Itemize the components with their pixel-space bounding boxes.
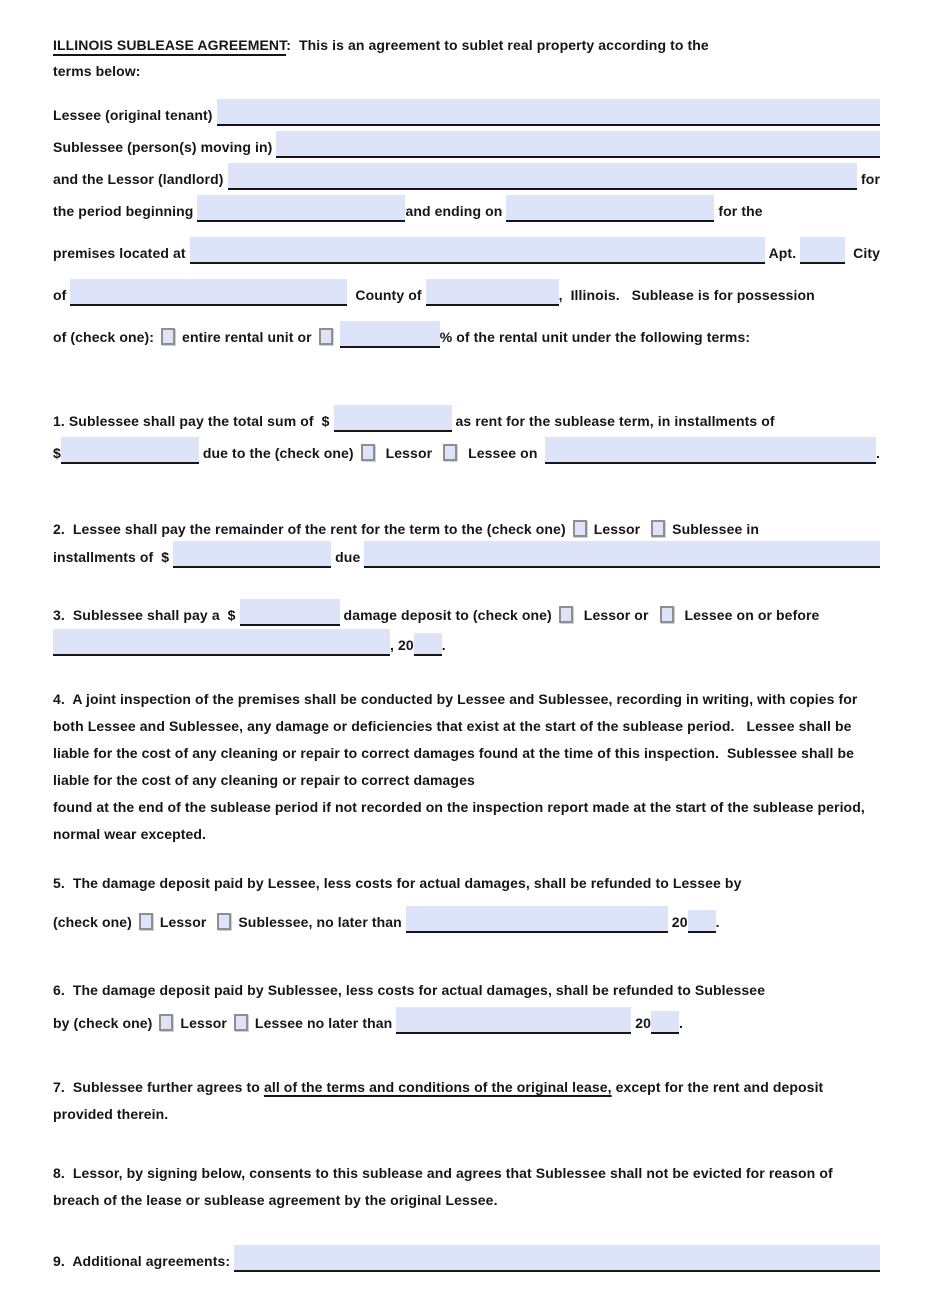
text-run: 2. Lessee shall pay the remainder of the rent for the term to the (check one) bbox=[53, 521, 570, 537]
clause1-line2 bbox=[53, 436, 880, 464]
refund-sublessee-lessor-checkbox[interactable] bbox=[159, 1014, 173, 1031]
deposit-year-field[interactable] bbox=[414, 633, 442, 656]
total-rent-field[interactable] bbox=[334, 405, 452, 432]
remainder-due-field[interactable] bbox=[364, 541, 880, 568]
text-run: City bbox=[845, 245, 880, 261]
document-title bbox=[53, 32, 880, 84]
text-run: the period beginning bbox=[53, 203, 198, 219]
text-run: 1. Sublessee shall pay the total sum of $ bbox=[53, 413, 334, 429]
title-intro: : This is an agreement to sublet real property according to the bbox=[286, 37, 709, 53]
clause4-paragraph-1 bbox=[53, 686, 880, 794]
text-run: Sublessee in bbox=[668, 521, 759, 537]
text-run: Lessor bbox=[176, 1015, 231, 1031]
premises-address-field[interactable] bbox=[190, 237, 765, 264]
text-run: 8. Lessor, by signing below, consents to this sublease and agrees that Sublessee shall not be evicted for reason of breach of the lease or sublease agreement by the original Lessee. bbox=[53, 1165, 837, 1208]
clause2-line2 bbox=[53, 540, 880, 568]
text-run: . bbox=[876, 445, 880, 461]
text-run: 20 bbox=[631, 1015, 652, 1031]
damage-deposit-field[interactable] bbox=[240, 599, 340, 626]
clause8-paragraph bbox=[53, 1160, 880, 1214]
text-run: 20 bbox=[667, 914, 688, 930]
text-run: by (check one) bbox=[53, 1015, 157, 1031]
text-run: and the Lessor (landlord) bbox=[53, 171, 228, 187]
row-period bbox=[53, 194, 880, 222]
text-run: installments of $ bbox=[53, 549, 174, 565]
clause3-line2 bbox=[53, 628, 880, 656]
text-run: for bbox=[857, 171, 880, 187]
text-run: Lessee (original tenant) bbox=[53, 107, 217, 123]
text-run: Lessor bbox=[377, 445, 441, 461]
row-premises bbox=[53, 236, 880, 264]
remainder-lessor-checkbox[interactable] bbox=[573, 520, 587, 537]
text-run: 5. The damage deposit paid by Lessee, less costs for actual damages, shall be refunded to Lessee by bbox=[53, 875, 742, 891]
row-lessee bbox=[53, 98, 880, 126]
deposit-due-date-field[interactable] bbox=[53, 629, 390, 656]
due-lessee-checkbox[interactable] bbox=[443, 444, 457, 461]
entire-unit-checkbox[interactable] bbox=[161, 328, 175, 345]
clause2-line1 bbox=[53, 512, 880, 540]
refund-sublessee-year-field[interactable] bbox=[651, 1011, 679, 1034]
text-run: Apt. bbox=[765, 245, 801, 261]
refund-sublessee-lessee-checkbox[interactable] bbox=[234, 1014, 248, 1031]
text-run: damage deposit to (check one) bbox=[339, 607, 556, 623]
text-run: 3. Sublessee shall pay a $ bbox=[53, 607, 240, 623]
text-run: , Illinois. Sublease is for possession bbox=[558, 287, 815, 303]
clause5-line2 bbox=[53, 905, 880, 933]
remainder-installment-field[interactable] bbox=[173, 541, 331, 568]
deposit-lessee-checkbox[interactable] bbox=[660, 606, 674, 623]
text-run: as rent for the sublease term, in installments of bbox=[451, 413, 775, 429]
text-run: and ending on bbox=[405, 203, 507, 219]
clause3-line1 bbox=[53, 598, 880, 626]
clause7-paragraph bbox=[53, 1074, 880, 1128]
refund-lessee-year-field[interactable] bbox=[688, 910, 716, 933]
sublessee-field[interactable] bbox=[276, 131, 880, 158]
text-run: , 20 bbox=[390, 637, 414, 653]
percent-field[interactable] bbox=[340, 321, 440, 348]
refund-lessee-date-field[interactable] bbox=[406, 906, 668, 933]
text-run: entire rental unit or bbox=[178, 329, 316, 345]
text-run: Sublessee (person(s) moving in) bbox=[53, 139, 277, 155]
text-run: Lessor bbox=[589, 521, 649, 537]
text-run: of (check one): bbox=[53, 329, 159, 345]
text-run: $ bbox=[53, 445, 61, 461]
payment-date-field[interactable] bbox=[545, 437, 876, 464]
text-run: of bbox=[53, 287, 71, 303]
row-sublessee bbox=[53, 130, 880, 158]
text-run: for the bbox=[714, 203, 763, 219]
deposit-lessor-checkbox[interactable] bbox=[559, 606, 573, 623]
refund-sublessee-date-field[interactable] bbox=[396, 1007, 631, 1034]
clause9-line bbox=[53, 1244, 880, 1272]
refund-lessee-sublessee-checkbox[interactable] bbox=[217, 913, 231, 930]
text-run: County of bbox=[347, 287, 426, 303]
text-run: (check one) bbox=[53, 914, 136, 930]
text-run: found at the end of the sublease period if not recorded on the inspection report made at the start of the sublease period, normal wear excepted. bbox=[53, 799, 869, 842]
lessor-field[interactable] bbox=[228, 163, 858, 190]
row-city-county bbox=[53, 278, 880, 306]
row-possession-check bbox=[53, 320, 880, 348]
percent-unit-checkbox[interactable] bbox=[319, 328, 333, 345]
text-run: Lessee on bbox=[460, 445, 546, 461]
row-lessor bbox=[53, 162, 880, 190]
city-field[interactable] bbox=[70, 279, 347, 306]
clause5-line1 bbox=[53, 870, 880, 897]
original-lease-terms-underlined: all of the terms and conditions of the original lease, bbox=[263, 1079, 612, 1095]
text-run: Lessee on or before bbox=[676, 607, 820, 623]
text-run: . bbox=[715, 914, 720, 930]
text-run: except for the rent and deposit provided therein. bbox=[53, 1079, 828, 1122]
remainder-sublessee-checkbox[interactable] bbox=[651, 520, 665, 537]
text-run: % of the rental unit under the following terms: bbox=[439, 329, 751, 345]
installment-amount-field[interactable] bbox=[61, 437, 199, 464]
period-end-field[interactable] bbox=[506, 195, 714, 222]
period-start-field[interactable] bbox=[197, 195, 405, 222]
due-lessor-checkbox[interactable] bbox=[361, 444, 375, 461]
text-run: Sublessee, no later than bbox=[234, 914, 406, 930]
text-run: . bbox=[441, 637, 446, 653]
text-run: Lessor bbox=[155, 914, 215, 930]
title-heading: ILLINOIS SUBLEASE AGREEMENT bbox=[53, 37, 286, 56]
title-intro-2: terms below: bbox=[53, 63, 141, 79]
text-run: due bbox=[331, 549, 365, 565]
clause1-line1 bbox=[53, 404, 880, 432]
text-run: 6. The damage deposit paid by Sublessee, less costs for actual damages, shall be refunded to Sublessee bbox=[53, 982, 766, 998]
text-run: premises located at bbox=[53, 245, 190, 261]
document-body bbox=[53, 32, 880, 1272]
refund-lessee-lessor-checkbox[interactable] bbox=[139, 913, 153, 930]
additional-agreements-field[interactable] bbox=[234, 1245, 880, 1272]
text-run: 9. Additional agreements: bbox=[53, 1253, 235, 1269]
clause6-line1 bbox=[53, 977, 880, 1004]
clause4-paragraph-2 bbox=[53, 794, 880, 848]
text-run: Lessor or bbox=[575, 607, 657, 623]
county-field[interactable] bbox=[426, 279, 559, 306]
clause6-line2 bbox=[53, 1006, 880, 1034]
apt-number-field[interactable] bbox=[800, 237, 845, 264]
lessee-field[interactable] bbox=[217, 99, 880, 126]
text-run: . bbox=[679, 1015, 684, 1031]
text-run: Lessee no later than bbox=[250, 1015, 397, 1031]
text-run: 7. Sublessee further agrees to bbox=[53, 1079, 264, 1095]
text-run: 4. A joint inspection of the premises shall be conducted by Lessee and Sublessee, recording in writing, with copies for both Lessee and Sublessee, any damage or deficiencies that exist at the start of the sublease period. Lessee shall be liable for the cost of any cleaning or repair to correct damages found at the time of this inspection. Sublessee shall be liable for the cost of any cleaning or repair to correct damages bbox=[53, 691, 862, 788]
text-run: due to the (check one) bbox=[198, 445, 358, 461]
